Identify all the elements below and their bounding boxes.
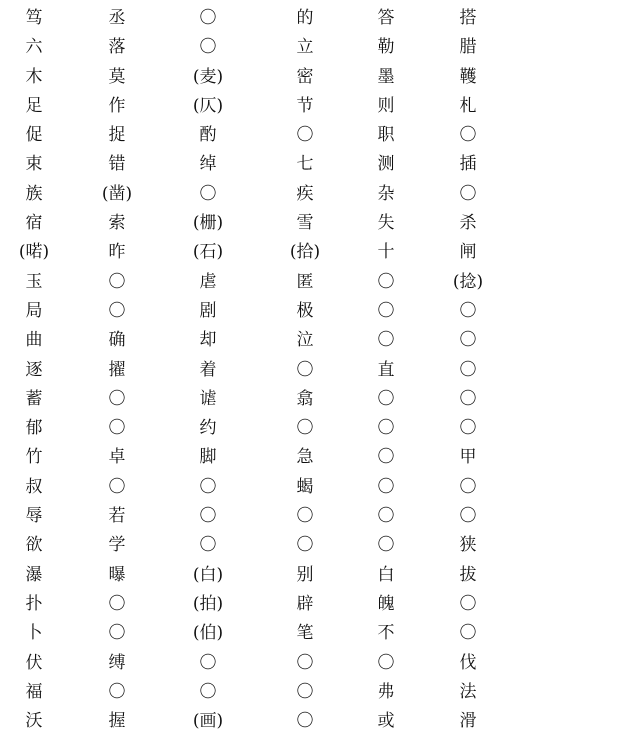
- table-cell: 〇: [377, 476, 395, 497]
- table-cell: 韄: [459, 66, 477, 87]
- table-cell: 〇: [459, 125, 477, 146]
- table-cell: 蓄: [25, 388, 43, 409]
- table-row: [0, 121, 623, 150]
- table-row: [0, 63, 623, 92]
- table-cell: (喏): [18, 242, 50, 263]
- table-cell: 〇: [459, 183, 477, 204]
- table-cell: 欲: [25, 535, 43, 556]
- table-cell: 〇: [199, 506, 217, 527]
- table-cell: 杀: [459, 213, 477, 234]
- table-cell: 〇: [459, 418, 477, 439]
- table-cell: 勒: [377, 37, 395, 58]
- table-row: [0, 590, 623, 619]
- table-cell: 十: [377, 242, 395, 263]
- table-cell: 缚: [108, 652, 126, 673]
- table-cell: (白): [192, 564, 224, 585]
- table-cell: 〇: [296, 506, 314, 527]
- table-cell: 昨: [108, 242, 126, 263]
- table-cell: 伏: [25, 652, 43, 673]
- table-cell: 匿: [296, 271, 314, 292]
- table-cell: 急: [296, 447, 314, 468]
- table-cell: 搭: [459, 8, 477, 28]
- table-row: [0, 531, 623, 560]
- table-cell: 郁: [25, 418, 43, 439]
- table-row: [0, 561, 623, 590]
- table-cell: 沃: [25, 711, 43, 732]
- table-cell: (仄): [192, 95, 224, 116]
- table-row: [0, 150, 623, 179]
- table-cell: 失: [377, 213, 395, 234]
- table-cell: 着: [199, 359, 217, 380]
- table-cell: 〇: [377, 506, 395, 527]
- table-cell: 〇: [459, 623, 477, 644]
- table-cell: 〇: [296, 711, 314, 732]
- table-cell: (石): [192, 242, 224, 263]
- table-cell: 索: [108, 213, 126, 234]
- character-table: [0, 4, 623, 736]
- table-cell: 直: [377, 359, 395, 380]
- table-cell: 〇: [377, 388, 395, 409]
- table-cell: 七: [296, 154, 314, 175]
- table-cell: 墨: [377, 66, 395, 87]
- table-cell: 绰: [199, 154, 217, 175]
- table-row: [0, 238, 623, 267]
- table-cell: 札: [459, 95, 477, 116]
- table-cell: 辱: [25, 506, 43, 527]
- table-cell: 木: [25, 66, 43, 87]
- table-cell: 足: [25, 95, 43, 116]
- table-cell: 狭: [459, 535, 477, 556]
- table-cell: 魄: [377, 593, 395, 614]
- table-cell: 卓: [108, 447, 126, 468]
- table-cell: 却: [199, 330, 217, 351]
- table-cell: 落: [108, 37, 126, 58]
- table-cell: 闸: [459, 242, 477, 263]
- table-cell: 作: [108, 95, 126, 116]
- table-row: [0, 326, 623, 355]
- table-cell: 〇: [108, 418, 126, 439]
- table-cell: 〇: [377, 271, 395, 292]
- table-cell: 别: [296, 564, 314, 585]
- table-cell: 谑: [199, 388, 217, 409]
- table-cell: 〇: [459, 359, 477, 380]
- table-cell: 〇: [199, 183, 217, 204]
- table-cell: 宿: [25, 213, 43, 234]
- table-cell: 弗: [377, 681, 395, 702]
- table-cell: 〇: [377, 535, 395, 556]
- table-cell: 曲: [25, 330, 43, 351]
- table-cell: 〇: [108, 476, 126, 497]
- table-cell: 局: [25, 300, 43, 321]
- table-cell: 逐: [25, 359, 43, 380]
- table-cell: 虐: [199, 271, 217, 292]
- table-cell: 〇: [296, 125, 314, 146]
- table-cell: 〇: [459, 330, 477, 351]
- table-row: [0, 385, 623, 414]
- table-cell: 〇: [377, 418, 395, 439]
- table-cell: 〇: [199, 535, 217, 556]
- table-cell: 〇: [199, 681, 217, 702]
- table-cell: 〇: [459, 506, 477, 527]
- table-cell: 握: [108, 711, 126, 732]
- table-cell: 〇: [108, 271, 126, 292]
- table-cell: 〇: [377, 447, 395, 468]
- table-row: [0, 619, 623, 648]
- table-cell: 答: [377, 8, 395, 28]
- table-cell: 〇: [296, 418, 314, 439]
- table-cell: 擢: [108, 359, 126, 380]
- table-cell: 〇: [108, 681, 126, 702]
- table-cell: 不: [377, 623, 395, 644]
- table-row: [0, 33, 623, 62]
- table-cell: (捻): [452, 271, 484, 292]
- table-row: [0, 180, 623, 209]
- table-cell: 密: [296, 66, 314, 87]
- table-row: [0, 92, 623, 121]
- table-cell: 〇: [199, 37, 217, 58]
- table-cell: 〇: [108, 593, 126, 614]
- table-cell: 节: [296, 95, 314, 116]
- table-cell: 〇: [459, 300, 477, 321]
- table-cell: (画): [192, 711, 224, 732]
- table-row: [0, 297, 623, 326]
- table-cell: 瀑: [25, 564, 43, 585]
- table-cell: 职: [377, 125, 395, 146]
- table-cell: 腊: [459, 37, 477, 58]
- table-cell: 莫: [108, 66, 126, 87]
- table-cell: 促: [25, 125, 43, 146]
- table-row: [0, 209, 623, 238]
- table-cell: 〇: [377, 330, 395, 351]
- table-cell: 的: [296, 8, 314, 28]
- table-cell: 酌: [199, 125, 217, 146]
- table-cell: 扑: [25, 593, 43, 614]
- table-row: [0, 443, 623, 472]
- table-cell: 玉: [25, 271, 43, 292]
- table-cell: 则: [377, 95, 395, 116]
- table-cell: 〇: [108, 623, 126, 644]
- table-cell: 〇: [296, 359, 314, 380]
- table-row: [0, 473, 623, 502]
- table-cell: 测: [377, 154, 395, 175]
- table-row: [0, 414, 623, 443]
- table-cell: 〇: [108, 300, 126, 321]
- table-cell: 立: [296, 37, 314, 58]
- table-cell: 雪: [296, 213, 314, 234]
- table-cell: 束: [25, 154, 43, 175]
- table-cell: 叔: [25, 476, 43, 497]
- table-cell: 〇: [199, 476, 217, 497]
- table-cell: (伯): [192, 623, 224, 644]
- table-cell: 学: [108, 535, 126, 556]
- table-cell: 白: [377, 564, 395, 585]
- table-cell: 〇: [459, 476, 477, 497]
- table-cell: 滑: [459, 711, 477, 732]
- table-cell: 泣: [296, 330, 314, 351]
- table-cell: 翕: [296, 388, 314, 409]
- table-cell: 〇: [459, 388, 477, 409]
- table-row: [0, 4, 623, 33]
- table-row: [0, 356, 623, 385]
- table-cell: 笃: [25, 8, 43, 28]
- table-row: [0, 502, 623, 531]
- table-cell: 族: [25, 183, 43, 204]
- table-cell: 极: [296, 300, 314, 321]
- table-cell: (凿): [101, 183, 133, 204]
- table-row: [0, 649, 623, 678]
- table-cell: 卜: [25, 623, 43, 644]
- table-cell: 疾: [296, 183, 314, 204]
- table-cell: 若: [108, 506, 126, 527]
- table-cell: 曝: [108, 564, 126, 585]
- table-cell: 〇: [296, 681, 314, 702]
- table-cell: 脚: [199, 447, 217, 468]
- table-cell: 伐: [459, 652, 477, 673]
- table-cell: 〇: [377, 652, 395, 673]
- table-cell: 〇: [199, 8, 217, 28]
- table-cell: 〇: [199, 652, 217, 673]
- table-row: [0, 678, 623, 707]
- table-cell: (麦): [192, 66, 224, 87]
- table-cell: 剧: [199, 300, 217, 321]
- table-cell: 蝎: [296, 476, 314, 497]
- table-cell: 拔: [459, 564, 477, 585]
- table-cell: 约: [199, 418, 217, 439]
- table-cell: 〇: [296, 535, 314, 556]
- table-cell: 六: [25, 37, 43, 58]
- table-cell: 杂: [377, 183, 395, 204]
- table-cell: 辟: [296, 593, 314, 614]
- table-cell: 竹: [25, 447, 43, 468]
- table-cell: (拾): [289, 242, 321, 263]
- table-row: [0, 268, 623, 297]
- table-cell: 捉: [108, 125, 126, 146]
- table-cell: 错: [108, 154, 126, 175]
- table-cell: 〇: [108, 388, 126, 409]
- table-cell: 笔: [296, 623, 314, 644]
- table-cell: (拍): [192, 593, 224, 614]
- table-cell: 福: [25, 681, 43, 702]
- table-cell: 〇: [459, 593, 477, 614]
- table-cell: 法: [459, 681, 477, 702]
- table-cell: (栅): [192, 213, 224, 234]
- table-cell: 甲: [459, 447, 477, 468]
- table-cell: 确: [108, 330, 126, 351]
- table-cell: 丞: [108, 8, 126, 28]
- table-cell: 〇: [377, 300, 395, 321]
- table-cell: 或: [377, 711, 395, 732]
- table-row: [0, 707, 623, 736]
- table-cell: 插: [459, 154, 477, 175]
- table-cell: 〇: [296, 652, 314, 673]
